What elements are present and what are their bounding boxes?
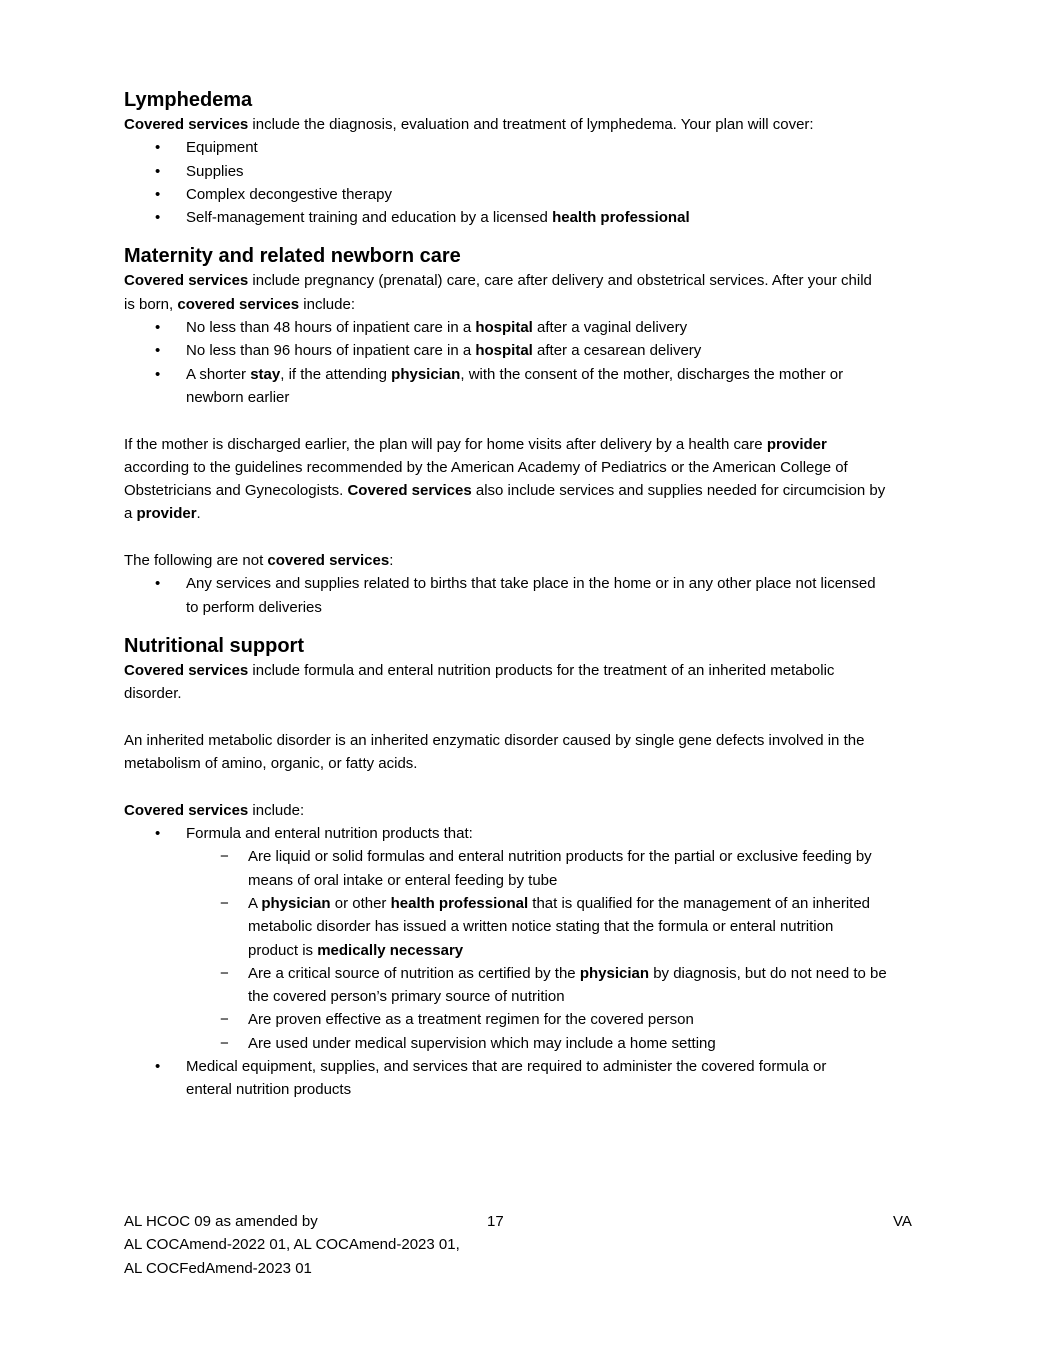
state-code: VA (893, 1213, 912, 1230)
text-run: include formula and enteral nutrition products for the treatment of an inherited metabolic (248, 661, 835, 679)
bold-term: physician (579, 964, 650, 982)
text-run: Equipment (186, 139, 258, 157)
text-run: Are a critical source of nutrition as certified by the (248, 964, 580, 982)
text-line (248, 845, 1004, 868)
text-line (248, 985, 1004, 1008)
bold-term: medically necessary (317, 941, 464, 959)
bold-term: Covered services (124, 272, 249, 290)
sub-item (124, 1032, 1004, 1055)
text-run: If the mother is discharged earlier, the plan will pay for home visits after delivery by a health care (124, 435, 767, 453)
text-run: means of oral intake or enteral feeding by tube (248, 871, 558, 889)
paragraph-spacer (124, 526, 1004, 549)
footer-form-line-1: AL HCOC 09 as amended by (124, 1213, 318, 1230)
bullet-item (124, 339, 1004, 362)
text-run: metabolism of amino, organic, or fatty acids. (124, 755, 418, 773)
text-run: after a cesarean delivery (532, 342, 702, 360)
sub-item (124, 845, 1004, 892)
bullet-icon: • (155, 209, 161, 227)
text-run: A shorter (186, 365, 251, 383)
text-line (186, 386, 1004, 409)
text-line (248, 915, 1004, 938)
paragraph-spacer (124, 775, 1004, 798)
text-run: product is (248, 941, 318, 959)
text-run: Are used under medical supervision which may include a home setting (248, 1034, 716, 1052)
text-line (186, 160, 1004, 183)
bold-term: covered services (177, 295, 300, 313)
text-line (124, 87, 1004, 113)
text-line (186, 1078, 1004, 1101)
paragraph (124, 799, 1004, 822)
page-footer (124, 1210, 1004, 1280)
bullet-icon: • (155, 185, 161, 203)
bullet-item (124, 183, 1004, 206)
bullet-item (124, 363, 1004, 410)
text-run: newborn earlier (186, 388, 290, 406)
bold-term: health professional (552, 209, 690, 227)
bullet-icon: • (155, 139, 161, 157)
text-run: that is qualified for the management of an inherited (528, 894, 871, 912)
text-line (124, 659, 1004, 682)
dash-icon: − (220, 894, 229, 912)
bold-term: Covered services (124, 801, 249, 819)
bullet-item (124, 316, 1004, 339)
text-run: Complex decongestive therapy (186, 185, 392, 203)
text-run: include: (248, 801, 305, 819)
text-line (186, 1055, 1004, 1078)
bold-term: physician (391, 365, 461, 383)
text-run: according to the guidelines recommended by the American Academy of Pediatrics or the American College of (124, 458, 848, 476)
bold-term: provider (136, 505, 197, 523)
dash-icon: − (220, 964, 229, 982)
text-run: A (248, 894, 262, 912)
bold-term: physician (261, 894, 331, 912)
bold-term: stay (250, 365, 281, 383)
bold-term: health professional (390, 894, 529, 912)
text-line (186, 206, 1004, 229)
text-run: The following are not (124, 552, 268, 570)
bold-term: Covered services (124, 661, 249, 679)
bullet-icon: • (155, 319, 161, 337)
text-run: Self-management training and education by a licensed (186, 209, 553, 227)
text-line (186, 822, 1004, 845)
text-line (124, 293, 1004, 316)
dash-icon: − (220, 848, 229, 866)
dash-icon: − (220, 1034, 229, 1052)
bold-term: covered services (267, 552, 390, 570)
text-line (186, 339, 1004, 362)
paragraph (124, 269, 1004, 316)
text-line (186, 363, 1004, 386)
text-line (124, 269, 1004, 292)
text-run: include: (299, 295, 355, 313)
bullet-item (124, 822, 1004, 845)
text-line (124, 752, 1004, 775)
sub-item (124, 962, 1004, 1009)
text-line (124, 633, 1004, 659)
sub-item (124, 1008, 1004, 1031)
text-line (124, 799, 1004, 822)
text-run: Formula and enteral nutrition products that: (186, 825, 473, 843)
text-line (124, 433, 1004, 456)
bold-term: provider (766, 435, 827, 453)
text-line (124, 456, 1004, 479)
paragraph (124, 659, 1004, 706)
page-number: 17 (487, 1213, 504, 1230)
text-run: , if the attending (280, 365, 392, 383)
text-line (248, 892, 1004, 915)
text-run: Maternity and related newborn care (124, 245, 461, 268)
bullet-item (124, 136, 1004, 159)
text-line (124, 729, 1004, 752)
bullet-item (124, 160, 1004, 183)
text-line (186, 316, 1004, 339)
paragraph-spacer (124, 409, 1004, 432)
text-line (124, 113, 1004, 136)
text-run: metabolic disorder has issued a written notice stating that the formula or enteral nutrition (248, 918, 834, 936)
text-run: An inherited metabolic disorder is an inherited enzymatic disorder caused by single gene defects involved in the (124, 731, 865, 749)
text-line (124, 479, 1004, 502)
text-line (124, 682, 1004, 705)
footer-form-line-2: AL COCAmend-2022 01, AL COCAmend-2023 01, (124, 1236, 460, 1254)
text-run: Lymphedema (124, 89, 253, 111)
text-run: by diagnosis, but do not need to be (649, 964, 887, 982)
text-run: Obstetricians and Gynecologists. (124, 482, 348, 500)
paragraph (124, 729, 1004, 776)
bold-term: Covered services (124, 116, 249, 133)
text-run: after a vaginal delivery (532, 319, 688, 337)
text-line (124, 549, 1004, 572)
bullet-icon: • (155, 575, 161, 593)
paragraph (124, 433, 1004, 526)
bullet-item (124, 1055, 1004, 1102)
bullet-icon: • (155, 825, 161, 843)
text-run: . (196, 505, 201, 523)
text-run: Medical equipment, supplies, and services that are required to administer the covered formula or (186, 1057, 827, 1075)
bullet-item (124, 206, 1004, 229)
text-run: or other (330, 894, 391, 912)
text-line (248, 939, 1004, 962)
text-line (186, 572, 1004, 595)
text-run: to perform deliveries (186, 598, 322, 616)
paragraph-spacer (124, 706, 1004, 729)
text-run: also include services and supplies needed for circumcision by (471, 482, 886, 500)
text-line (186, 136, 1004, 159)
text-run: include the diagnosis, evaluation and treatment of lymphedema. Your plan will cover: (248, 116, 814, 133)
section-heading (124, 87, 1004, 113)
text-line (186, 596, 1004, 619)
text-run: Are liquid or solid formulas and enteral nutrition products for the partial or exclusive feeding by (248, 848, 872, 866)
text-run: include pregnancy (prenatal) care, care after delivery and obstetrical services. After your child (248, 272, 872, 290)
text-line (248, 869, 1004, 892)
bullet-icon: • (155, 365, 161, 383)
text-run: the covered person’s primary source of nutrition (248, 988, 565, 1006)
bullet-icon: • (155, 342, 161, 360)
bullet-icon: • (155, 162, 161, 180)
paragraph (124, 113, 1004, 136)
text-run: is born, (124, 295, 178, 313)
text-line (186, 183, 1004, 206)
text-run: No less than 96 hours of inpatient care in a (186, 342, 476, 360)
text-run: Are proven effective as a treatment regimen for the covered person (248, 1011, 694, 1029)
bold-term: Covered services (347, 482, 472, 500)
bullet-icon: • (155, 1057, 161, 1075)
text-run: Nutritional support (124, 634, 304, 657)
text-line (248, 1008, 1004, 1031)
paragraph (124, 549, 1004, 572)
text-line (248, 962, 1004, 985)
footer-form-line-3: AL COCFedAmend-2023 01 (124, 1259, 312, 1277)
text-run: : (389, 552, 394, 570)
sub-item (124, 892, 1004, 962)
section-heading (124, 633, 1004, 659)
section-heading (124, 243, 1004, 269)
text-run: a (124, 505, 137, 523)
text-run: enteral nutrition products (186, 1081, 352, 1099)
dash-icon: − (220, 1011, 229, 1029)
bullet-item (124, 572, 1004, 619)
text-run: Supplies (186, 162, 244, 180)
bold-term: hospital (475, 342, 533, 360)
text-run: disorder. (124, 685, 182, 703)
text-line (248, 1032, 1004, 1055)
text-line (124, 502, 1004, 525)
text-run: Any services and supplies related to births that take place in the home or in any other place not licensed (186, 575, 876, 593)
text-run: No less than 48 hours of inpatient care in a (186, 319, 476, 337)
text-run: , with the consent of the mother, discharges the mother or (460, 365, 844, 383)
bold-term: hospital (475, 319, 533, 337)
text-line (124, 243, 1004, 269)
document-body (124, 87, 1004, 1102)
